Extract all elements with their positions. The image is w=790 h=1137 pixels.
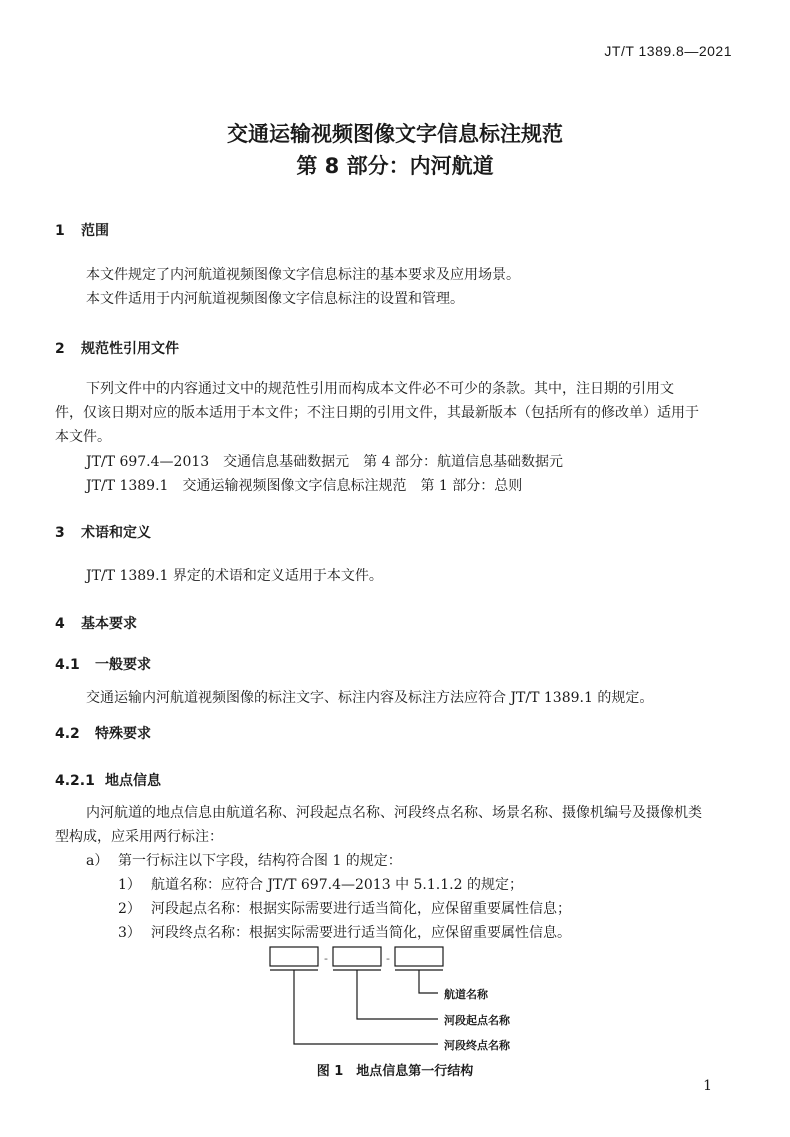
section-number: 4.1 — [55, 657, 80, 673]
leader-line-3 — [294, 970, 438, 1044]
normative-reference-1: JT/T 697.4—2013 交通信息基础数据元 第 4 部分：航道信息基础数据元 — [86, 454, 563, 470]
section-2-paragraph-line-1: 下列文件中的内容通过文中的规范性引用而构成本文件必不可少的条款。其中，注日期的引用文 — [86, 381, 674, 397]
section-title: 规范性引用文件 — [81, 341, 179, 357]
section-number: 4.2 — [55, 726, 80, 742]
section-1-paragraph-2: 本文件适用于内河航道视频图像文字信息标注的设置和管理。 — [86, 291, 464, 307]
section-number: 4 — [55, 616, 65, 632]
figure-label-2: 河段起点名称 — [444, 1014, 510, 1027]
list-item-text: 航道名称：应符合 JT/T 697.4—2013 中 5.1.1.2 的规定； — [151, 877, 523, 893]
normative-reference-2: JT/T 1389.1 交通运输视频图像文字信息标注规范 第 1 部分：总则 — [86, 478, 523, 494]
section-title: 术语和定义 — [81, 525, 151, 541]
section-title: 地点信息 — [105, 773, 161, 789]
list-marker: 3） — [118, 925, 141, 941]
page-number: 1 — [703, 1078, 712, 1094]
document-subtitle: 第 8 部分：内河航道 — [296, 154, 494, 178]
section-2-paragraph-line-3: 本文件。 — [55, 429, 111, 445]
section-4-2-1-paragraph-line-1: 内河航道的地点信息由航道名称、河段起点名称、河段终点名称、场景名称、摄像机编号及摄像机类 — [86, 805, 702, 821]
figure-1-caption: 图 1 地点信息第一行结构 — [316, 1064, 474, 1079]
section-number: 3 — [55, 525, 65, 541]
figure-label-3: 河段终点名称 — [444, 1039, 510, 1052]
separator-dash-2: - — [386, 952, 390, 965]
section-title: 一般要求 — [95, 657, 151, 673]
figure-label-1: 航道名称 — [444, 988, 488, 1001]
section-2-paragraph-line-2: 件，仅该日期对应的版本适用于本文件；不注日期的引用文件，其最新版本（包括所有的修改单）适用于 — [55, 405, 699, 421]
section-number: 1 — [55, 223, 65, 239]
list-marker: 2） — [118, 901, 141, 917]
list-marker: a） — [86, 853, 109, 869]
section-title: 基本要求 — [81, 616, 137, 632]
leader-line-2 — [357, 970, 438, 1019]
field-box-2 — [333, 947, 381, 966]
leader-line-1 — [419, 970, 438, 993]
section-title: 特殊要求 — [95, 726, 151, 742]
section-number: 2 — [55, 341, 65, 357]
section-number: 4.2.1 — [55, 773, 95, 789]
document-title: 交通运输视频图像文字信息标注规范 — [227, 122, 563, 146]
standard-code-header: JT/T 1389.8—2021 — [604, 43, 732, 59]
section-1-paragraph-1: 本文件规定了内河航道视频图像文字信息标注的基本要求及应用场景。 — [86, 267, 520, 283]
list-item-text: 第一行标注以下字段，结构符合图 1 的规定： — [118, 853, 402, 869]
separator-dash-1: - — [324, 952, 328, 965]
section-4-2-1-paragraph-line-2: 型构成，应采用两行标注： — [55, 829, 223, 845]
list-marker: 1） — [118, 877, 141, 893]
list-item-text: 河段终点名称：根据实际需要进行适当简化，应保留重要属性信息。 — [151, 925, 571, 941]
field-box-1 — [270, 947, 318, 966]
section-3-paragraph: JT/T 1389.1 界定的术语和定义适用于本文件。 — [86, 568, 383, 584]
field-box-3 — [395, 947, 443, 966]
section-4-1-paragraph: 交通运输内河航道视频图像的标注文字、标注内容及标注方法应符合 JT/T 1389.1 的规定。 — [86, 690, 654, 706]
list-item-text: 河段起点名称：根据实际需要进行适当简化，应保留重要属性信息； — [151, 901, 571, 917]
section-title: 范围 — [81, 223, 109, 239]
